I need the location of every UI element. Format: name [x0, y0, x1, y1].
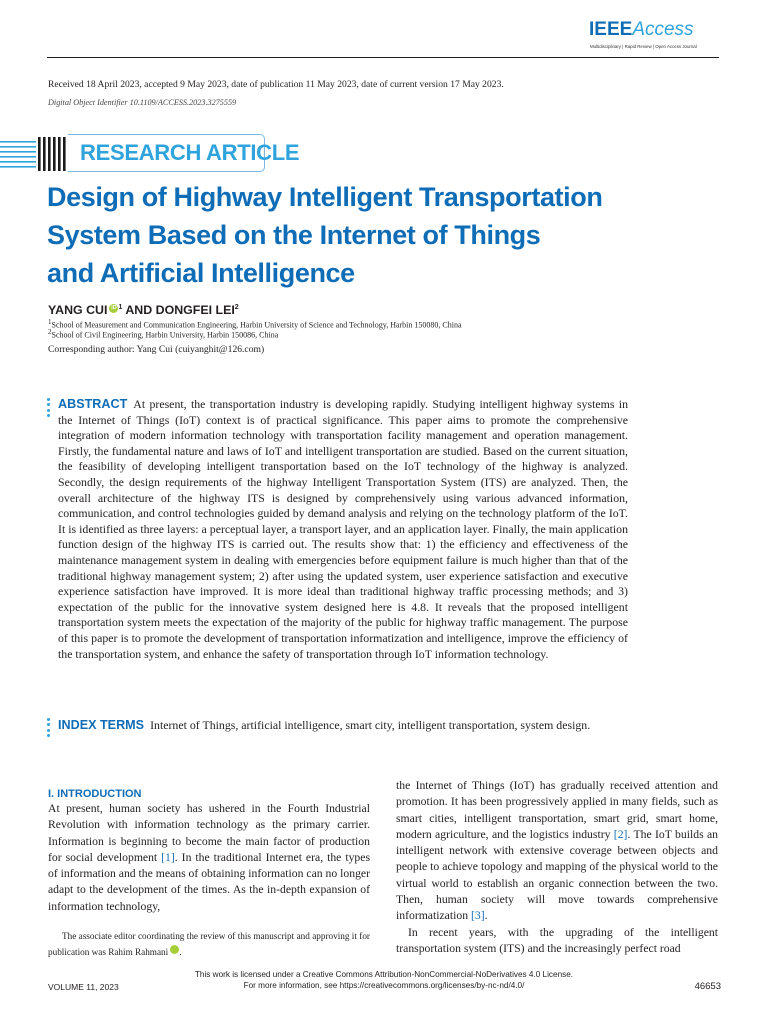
- received-line: Received 18 April 2023, accepted 9 May 2023, date of publication 11 May 2023, date of current version 17 May 2023.: [48, 79, 504, 90]
- title-line: Design of Highway Intelligent Transportation: [47, 182, 603, 212]
- intro-paragraph: In recent years, with the upgrading of the intelligent transportation system (ITS) and the increasingly perfect road: [396, 925, 718, 955]
- body-column-right: [396, 778, 718, 957]
- corresponding-author: Corresponding author: Yang Cui (cuiyanghit@126.com): [48, 344, 265, 355]
- bullet-dots-icon: [47, 718, 50, 740]
- intro-text: At present, human society has ushered in the Fourth Industrial Revolution with information technology as the primary carrier. Information is beginning to become the main factor of production for social development: [48, 802, 370, 864]
- affiliation-num: 1: [48, 318, 52, 326]
- abstract-label: ABSTRACT: [58, 397, 128, 411]
- abstract-text: At present, the transportation industry is developing rapidly. Studying intelligent highway systems in the Internet of Things (IoT) context is of practical significance. This paper aims to promote the comprehensive integration of modern information technology with transportation facility management and operation management. Firstly, the fundamental nature and laws of IoT and intelligent transportation are studied. Based on the current situation, the feasibility of developing intelligent transportation based on the IoT technology of the highway is analyzed. Secondly, the design requirements of the highway Intelligent Transportation System (ITS) are analyzed. Then, the overall architecture of the highway ITS is designed by comprehensively using various advanced information, communication, and control technologies guided by demand analysis and relying on the technology platform of the IoT. It is identified as three layers: a perceptual layer, a transport layer, and an application layer. Finally, the main application function design of the highway ITS is carried out. The results show that: 1) the efficiency and effectiveness of the maintenance management system in dealing with emergencies before equipment failure is much higher than that of the traditional highway management system; 2) after using the updated system, user experience satisfaction and executive experience satisfaction have improved. It is more ideal than traditional highway traffic processing methods; and 3) expectation of the public for the innovative system designed here is 4.8. It reveals that the proposed intelligent transportation system meets the expectation of the majority of the public for highway traffic management. The purpose of this paper is to promote the development of transportation informatization and intelligence, improve the efficiency of the transportation system, and enhance the safety of transportation through IoT information technology.: [58, 397, 628, 661]
- affiliation-num: 2: [48, 328, 52, 336]
- title-line: System Based on the Internet of Things: [47, 220, 541, 250]
- author-line: [48, 303, 239, 317]
- orcid-icon[interactable]: iD: [111, 305, 117, 311]
- logo-tagline: Multidisciplinary | Rapid Review | Open Access Journal: [590, 44, 697, 49]
- license-link[interactable]: For more information, see https://creativecommons.org/licenses/by-nc-nd/4.0/: [243, 980, 525, 990]
- logo-ieee: IEEE: [589, 19, 633, 40]
- author-second-sup: 2: [234, 303, 239, 311]
- intro-text: the Internet of Things (IoT) has gradually received attention and promotion. It has been progressively applied in many fields, such as smart cities, intelligent transportation, smart grid, smart home, modern agriculture, and the logistics industry: [396, 779, 718, 841]
- intro-paragraph: [396, 778, 718, 925]
- abstract: [58, 397, 628, 662]
- citation-link[interactable]: [3]: [470, 909, 485, 923]
- logo-access: Access: [632, 19, 694, 40]
- volume-label: VOLUME 11, 2023: [48, 982, 119, 992]
- bullet-dots-icon: [47, 398, 50, 420]
- intro-text: .: [484, 909, 488, 923]
- banner-stripes-icon: [0, 135, 74, 173]
- intro-text: . The IoT builds an intelligent network with extensive coverage between objects and people to achieve topology and mapping of the physical world to the virtual world to establish an organic connection between the two. Then, human society will move towards comprehensive informatization: [396, 827, 718, 923]
- author-first-sup: 1: [118, 303, 123, 311]
- footnote-text: The associate editor coordinating the review of this manuscript and approving it for publication was Rahim Rahmani: [48, 931, 370, 957]
- citation-link[interactable]: [2]: [613, 827, 628, 841]
- journal-logo: [589, 20, 739, 54]
- intro-paragraph: [48, 801, 370, 915]
- index-terms: [58, 718, 628, 734]
- index-terms-text: Internet of Things, artificial intelligence, smart city, intelligent transportation, system design.: [150, 718, 591, 732]
- editor-footnote: The associate editor coordinating the review of this manuscript and approving it for publication was Rahim Rahmani iD.: [48, 931, 370, 957]
- article-title: [47, 178, 667, 292]
- section-heading: I. INTRODUCTION: [48, 788, 142, 800]
- banner-label: RESEARCH ARTICLE: [80, 140, 300, 165]
- page-number: 46653: [694, 981, 721, 992]
- index-terms-label: INDEX TERMS: [58, 718, 145, 732]
- intro-text: . In the traditional Internet era, the types of information and the means of obtaining information can no longer adapt to the development of the times. As the in-depth expansion of information technology,: [48, 850, 370, 913]
- title-line: and Artificial Intelligence: [47, 258, 355, 288]
- header-rule: [47, 57, 719, 58]
- article-type-banner: [0, 131, 300, 175]
- affiliation-2: [48, 328, 278, 340]
- affiliation-text: School of Civil Engineering, Harbin University, Harbin 150086, China: [51, 330, 279, 340]
- author-first: YANG CUI: [48, 303, 108, 317]
- author-second: AND DONGFEI LEI: [122, 303, 235, 317]
- affiliation-text: School of Measurement and Communication Engineering, Harbin University of Science and Technology, Harbin 150080, China: [51, 320, 462, 330]
- citation-link[interactable]: [1]: [161, 850, 175, 864]
- orcid-icon[interactable]: iD: [170, 945, 179, 954]
- doi-line: Digital Object Identifier 10.1109/ACCESS.2023.3275559: [48, 98, 237, 107]
- license-line: This work is licensed under a Creative Commons Attribution-NonCommercial-NoDerivatives 4.0 License.: [194, 970, 574, 979]
- body-column-left: [48, 787, 370, 915]
